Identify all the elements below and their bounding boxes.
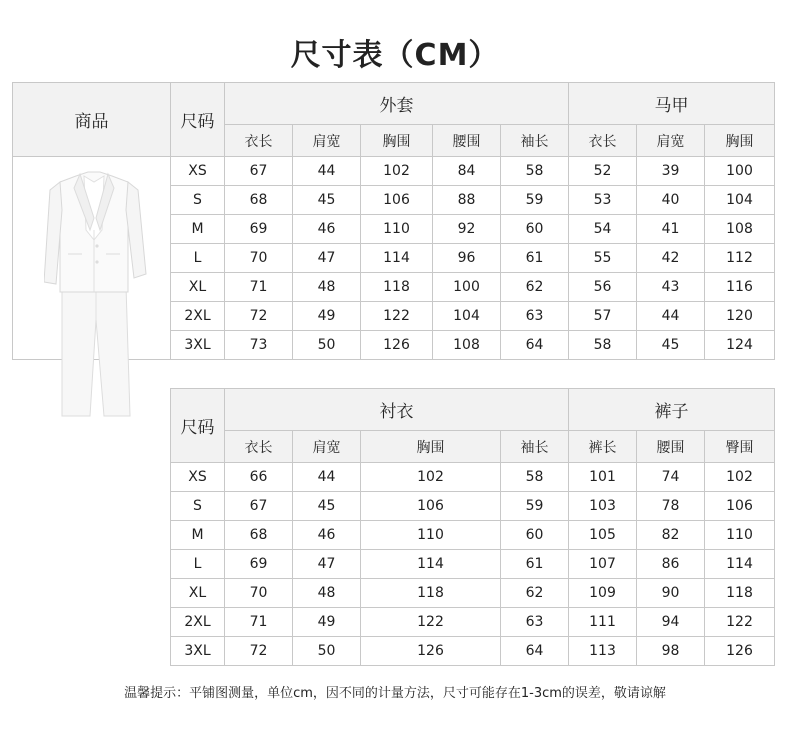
table-cell: 54 (569, 215, 637, 244)
table-row (171, 637, 775, 666)
table-cell: 102 (361, 157, 433, 186)
table-cell: 104 (433, 302, 501, 331)
table-cell: 58 (501, 463, 569, 492)
table-cell: 92 (433, 215, 501, 244)
size-label: XS (171, 157, 225, 186)
column-header: 肩宽 (293, 431, 361, 463)
table-cell: 63 (501, 302, 569, 331)
table-cell: 46 (293, 521, 361, 550)
size-label: S (171, 186, 225, 215)
table-cell: 84 (433, 157, 501, 186)
table-cell: 69 (225, 550, 293, 579)
column-header: 裤长 (569, 431, 637, 463)
size-label: 3XL (171, 331, 225, 360)
table-cell: 74 (637, 463, 705, 492)
table-cell: 67 (225, 157, 293, 186)
table-cell: 102 (705, 463, 775, 492)
table-cell: 49 (293, 302, 361, 331)
column-header: 胸围 (361, 431, 501, 463)
table-row (171, 579, 775, 608)
table-row (171, 463, 775, 492)
table-cell: 64 (501, 331, 569, 360)
table-cell: 53 (569, 186, 637, 215)
table-cell: 59 (501, 492, 569, 521)
table-cell: 45 (293, 186, 361, 215)
table-cell: 52 (569, 157, 637, 186)
column-header: 腰围 (433, 125, 501, 157)
table-cell: 88 (433, 186, 501, 215)
table-cell: 120 (705, 302, 775, 331)
table-cell: 78 (637, 492, 705, 521)
measurement-note: 温馨提示：平铺图测量，单位cm，因不同的计量方法，尺寸可能存在1-3cm的误差，敬请谅解 (124, 686, 666, 701)
table-cell: 118 (361, 579, 501, 608)
table-cell: 82 (637, 521, 705, 550)
size-header: 尺码 (171, 389, 225, 463)
table-cell: 122 (705, 608, 775, 637)
table-cell: 114 (705, 550, 775, 579)
column-header: 胸围 (705, 125, 775, 157)
size-label: 3XL (171, 637, 225, 666)
table-cell: 111 (569, 608, 637, 637)
table-cell: 110 (361, 521, 501, 550)
product-header: 商品 (13, 83, 171, 157)
column-header: 腰围 (637, 431, 705, 463)
size-label: XS (171, 463, 225, 492)
table-cell: 58 (569, 331, 637, 360)
table-cell: 66 (225, 463, 293, 492)
table-cell: 112 (705, 244, 775, 273)
table-cell: 107 (569, 550, 637, 579)
table-cell: 61 (501, 244, 569, 273)
table-cell: 126 (361, 331, 433, 360)
table-cell: 73 (225, 331, 293, 360)
pants-group-header: 裤子 (569, 389, 775, 431)
table-cell: 113 (569, 637, 637, 666)
table-cell: 64 (501, 637, 569, 666)
page-title: 尺寸表（CM） (290, 38, 500, 73)
table-cell: 46 (293, 215, 361, 244)
table-cell: 122 (361, 608, 501, 637)
table-cell: 62 (501, 579, 569, 608)
table-cell: 114 (361, 244, 433, 273)
column-header: 衣长 (225, 125, 293, 157)
table-cell: 108 (705, 215, 775, 244)
size-label: XL (171, 579, 225, 608)
table-cell: 40 (637, 186, 705, 215)
table-cell: 42 (637, 244, 705, 273)
column-header: 臀围 (705, 431, 775, 463)
table-cell: 56 (569, 273, 637, 302)
table-cell: 60 (501, 215, 569, 244)
table-cell: 101 (569, 463, 637, 492)
table-cell: 71 (225, 273, 293, 302)
table-row (171, 521, 775, 550)
table-cell: 67 (225, 492, 293, 521)
table-cell: 48 (293, 273, 361, 302)
jacket-group-header: 外套 (225, 83, 569, 125)
size-label: 2XL (171, 302, 225, 331)
table-cell: 94 (637, 608, 705, 637)
size-table-shirt-pants (170, 388, 775, 666)
table-cell: 41 (637, 215, 705, 244)
table-cell: 106 (705, 492, 775, 521)
table-cell: 72 (225, 302, 293, 331)
size-label: 2XL (171, 608, 225, 637)
table-cell: 96 (433, 244, 501, 273)
table-cell: 62 (501, 273, 569, 302)
table-cell: 72 (225, 637, 293, 666)
column-header: 衣长 (569, 125, 637, 157)
table-cell: 44 (293, 157, 361, 186)
table-cell: 59 (501, 186, 569, 215)
table-cell: 70 (225, 244, 293, 273)
table-row (171, 492, 775, 521)
size-label: L (171, 550, 225, 579)
table-cell: 118 (361, 273, 433, 302)
table-cell: 126 (361, 637, 501, 666)
table-cell: 60 (501, 521, 569, 550)
table-cell: 58 (501, 157, 569, 186)
table-cell: 44 (293, 463, 361, 492)
table-cell: 110 (361, 215, 433, 244)
table-cell: 103 (569, 492, 637, 521)
table-cell: 100 (433, 273, 501, 302)
table-cell: 44 (637, 302, 705, 331)
table-cell: 108 (433, 331, 501, 360)
table-cell: 109 (569, 579, 637, 608)
table-cell: 48 (293, 579, 361, 608)
vest-group-header: 马甲 (569, 83, 775, 125)
table-cell: 45 (293, 492, 361, 521)
table-cell: 126 (705, 637, 775, 666)
table-cell: 71 (225, 608, 293, 637)
size-header: 尺码 (171, 83, 225, 157)
table-cell: 122 (361, 302, 433, 331)
table-cell: 61 (501, 550, 569, 579)
table-cell: 47 (293, 244, 361, 273)
table-cell: 68 (225, 521, 293, 550)
table-cell: 49 (293, 608, 361, 637)
table-cell: 106 (361, 492, 501, 521)
size-label: S (171, 492, 225, 521)
column-header: 胸围 (361, 125, 433, 157)
table-cell: 50 (293, 637, 361, 666)
table-cell: 116 (705, 273, 775, 302)
table-cell: 69 (225, 215, 293, 244)
shirt-group-header: 衬衣 (225, 389, 569, 431)
column-header: 肩宽 (637, 125, 705, 157)
table-cell: 86 (637, 550, 705, 579)
size-label: M (171, 521, 225, 550)
table-cell: 70 (225, 579, 293, 608)
table-cell: 114 (361, 550, 501, 579)
column-header: 袖长 (501, 431, 569, 463)
table-cell: 105 (569, 521, 637, 550)
table-cell: 55 (569, 244, 637, 273)
table-cell: 57 (569, 302, 637, 331)
size-label: M (171, 215, 225, 244)
table-cell: 106 (361, 186, 433, 215)
table-row (171, 550, 775, 579)
size-label: XL (171, 273, 225, 302)
table-cell: 43 (637, 273, 705, 302)
table-cell: 124 (705, 331, 775, 360)
table-cell: 45 (637, 331, 705, 360)
suit-image (44, 170, 150, 420)
column-header: 肩宽 (293, 125, 361, 157)
size-label: L (171, 244, 225, 273)
table-cell: 102 (361, 463, 501, 492)
column-header: 衣长 (225, 431, 293, 463)
table-cell: 100 (705, 157, 775, 186)
table-cell: 47 (293, 550, 361, 579)
table-cell: 98 (637, 637, 705, 666)
table-row (171, 608, 775, 637)
table-cell: 50 (293, 331, 361, 360)
table-cell: 63 (501, 608, 569, 637)
table-cell: 104 (705, 186, 775, 215)
column-header: 袖长 (501, 125, 569, 157)
table-cell: 118 (705, 579, 775, 608)
table-cell: 68 (225, 186, 293, 215)
table-cell: 39 (637, 157, 705, 186)
table-cell: 90 (637, 579, 705, 608)
table-cell: 110 (705, 521, 775, 550)
